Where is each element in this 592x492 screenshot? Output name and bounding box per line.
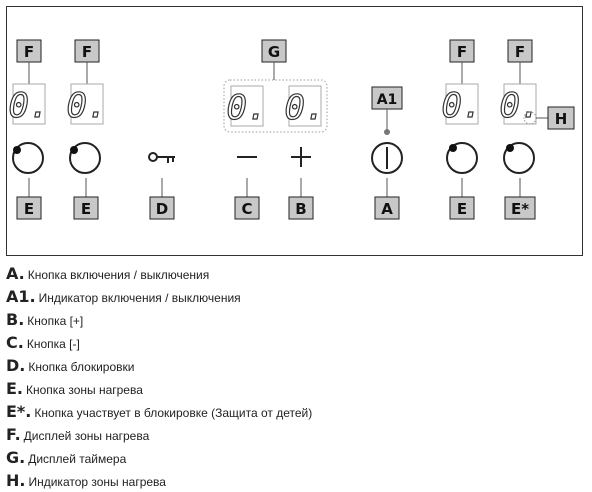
- timer-digit: 0.: [284, 88, 326, 128]
- label-b: B: [295, 200, 307, 218]
- zone-display-digit: 0.: [66, 86, 108, 126]
- legend-item: H. Индикатор зоны нагрева: [6, 471, 166, 490]
- label-g: G: [267, 43, 281, 61]
- legend-item: E. Кнопка зоны нагрева: [6, 379, 143, 398]
- label-f: F: [514, 43, 526, 61]
- label-f: F: [81, 43, 93, 61]
- label-c: C: [241, 200, 253, 218]
- label-f: F: [456, 43, 468, 61]
- label-d: D: [155, 200, 169, 218]
- legend-item: A. Кнопка включения / выключения: [6, 264, 210, 283]
- indicator-dot: [384, 129, 390, 135]
- label-a1: A1: [376, 92, 398, 108]
- label-e: E: [80, 200, 92, 218]
- label-f: F: [23, 43, 35, 61]
- timer-digit: 0.: [226, 88, 268, 128]
- label-e-star: E*: [510, 200, 530, 218]
- legend-item: G. Дисплей таймера: [6, 448, 127, 467]
- label-a: A: [381, 200, 393, 218]
- zone-display-digit: 0.: [499, 86, 541, 126]
- zone-display-digit: 0.: [8, 86, 50, 126]
- legend-item: B. Кнопка [+]: [6, 310, 84, 329]
- legend-item: F. Дисплей зоны нагрева: [6, 425, 150, 444]
- legend-item: A1. Индикатор включения / выключения: [6, 287, 241, 306]
- label-h: H: [554, 110, 568, 128]
- legend-item: D. Кнопка блокировки: [6, 356, 135, 375]
- legend-item: C. Кнопка [-]: [6, 333, 80, 352]
- label-e: E: [456, 200, 468, 218]
- zone-display-digit: 0.: [441, 86, 483, 126]
- legend-item: E*. Кнопка участвует в блокировке (Защита от детей): [6, 402, 313, 421]
- label-e: E: [23, 200, 35, 218]
